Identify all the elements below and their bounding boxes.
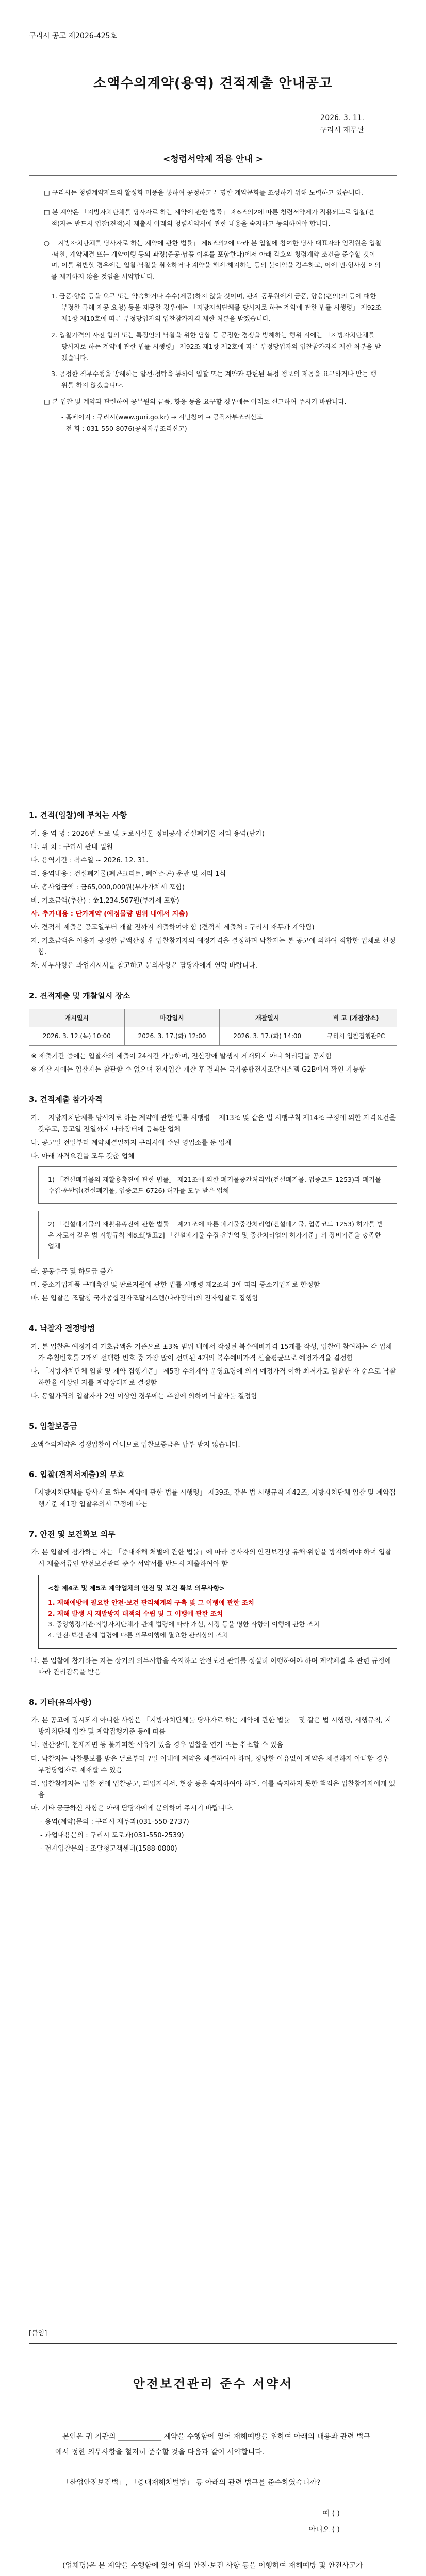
guide-item: ○ 「지방자치단체를 당사자로 하는 계약에 관한 법률」 제6조의2에 따라 본 입찰에 참여한 당사 대표자와 임직원은 입찰·낙찰, 계약체결 또는 계약이행 등의 과정(준공·납품 이후를 포함한다)에서 아래 각호의 청렴계약 조건을 준수할 것이며, 이를 위반할 경우에는 입찰·낙찰을 취소하거나 계약을 해제·해지하는 등의 불이익을 감수하고, 이에 민·형사상 이의를 제기하지 않을 것임을 서약합니다. [44, 239, 382, 281]
table-header: 개찰일시 [220, 1009, 315, 1027]
section-line: 가. 본 입찰은 예정가격 기초금액을 기준으로 ±3% 범위 내에서 작성된 복수예비가격 15개를 작성, 입찰에 참여하는 각 업체가 추첨번호를 2개씩 선택한 번호 중 가장 많이 선택된 4개의 복수예비가격 산술평균으로 예정가격을 결정함 [31, 1343, 392, 1362]
section-line: 나. 「지방자치단체 입찰 및 계약 집행기준」 제5장 수의계약 운영요령에 의거 예정가격 이하 최저가로 입찰한 자 순으로 낙찰하한율 이상인 자를 계약상대자로 결정함 [31, 1368, 396, 1387]
page-title: 소액수의계약(용역) 견적제출 안내공고 [93, 76, 333, 91]
table-cell: 2026. 3. 12.(목) 10:00 [29, 1027, 125, 1045]
form-question: 「산업안전보건법」, 「중대재해처벌법」 등 아래의 관련 법규를 준수하였습니까? [62, 2478, 321, 2487]
section-title: 7. 안전 및 보건확보 의무 [29, 1529, 116, 1539]
table-row [29, 1027, 397, 1045]
guide-item: □ 본 입찰 및 계약과 관련하여 공무원의 금품, 향응 등을 요구할 경우에는 아래로 신고하여 주시기 바랍니다. [44, 398, 347, 406]
section-line: 가. 용 역 명 : 2026년 도로 및 도로시설물 정비공사 건설폐기물 처리 용역(단가) [31, 829, 265, 838]
section-line: 나. 본 입찰에 참가하는 자는 상기의 의무사항을 숙지하고 안전보건 관리를 성실히 이행하여야 하며 계약체결 후 관련 규정에 따라 관리감독을 받음 [31, 1657, 391, 1676]
table-header: 마감일시 [124, 1009, 220, 1027]
guide-subitem: 3. 공정한 직무수행을 방해하는 알선·청탁을 통하여 입찰 또는 계약과 관련된 특정 정보의 제공을 요구하거나 받는 행위를 하지 않겠습니다. [51, 370, 376, 389]
safety-duty: 1. 재해예방에 필요한 안전·보건 관리체계의 구축 및 그 이행에 관한 조치 [48, 1598, 254, 1606]
section-line: 다. 낙찰자는 낙찰통보를 받은 날로부터 7일 이내에 계약을 체결하여야 하며, 정당한 이유없이 계약을 체결하지 아니할 경우 부정당업자로 제재할 수 있음 [31, 1755, 389, 1774]
safety-duties-box [38, 1575, 397, 1648]
report-homepage[interactable]: - 홈페이지 : 구리시(www.guri.go.kr) → 시민참여 → 공직자부조리신고 [61, 413, 263, 421]
section-line: 소액수의계약은 경쟁입찰이 아니므로 입찰보증금은 납부 받지 않습니다. [31, 1440, 240, 1449]
guide-subitem: 1. 금품·향응 등을 요구 또는 약속하거나 수수(제공)하지 않을 것이며, 관계 공무원에게 금품, 향응(편의)의 등에 대한 부정한 특혜 제공 요청) 등을 제공한 경우에는 「지방자치단체를 당사자로 하는 계약에 관한 법률 시행령」 제92조 제1항 제10호에 따른 부정당업자의 입찰참가자격 제한 처분을 받겠습니다. [51, 292, 382, 323]
report-phone: - 전 화 : 031-550-8076(공직자부조리신고) [61, 424, 187, 432]
main-content [29, 809, 397, 1857]
section-line: ※ 개찰 시에는 입찰자는 참관할 수 없으며 전자입찰 개찰 후 결과는 국가종합전자조달시스템 G2B에서 확인 가능함 [31, 1065, 366, 1074]
contact-line: - 전자입찰문의 : 조달청고객센터(1588-0800) [40, 1845, 177, 1853]
schedule-table [29, 1009, 397, 1046]
section-line: 가. 「지방자치단체를 당사자로 하는 계약에 관한 법률 시행령」 제13조 및 같은 법 시행규칙 제14조 규정에 의한 자격요건을 갖추고, 공고일 전일까지 나라장터에 등록한 업체 [31, 1114, 396, 1133]
form-paragraph: (업체명)은 본 계약을 수행함에 있어 위의 안전·보건 사항 등을 이행하여 재해예방 및 안전사고가 [62, 2561, 363, 2570]
safety-duty: 2. 재해 발생 시 재발방지 대책의 수립 및 그 이행에 관한 조치 [48, 1609, 223, 1617]
section-title: 6. 입찰(견적서제출)의 무효 [29, 1469, 125, 1479]
table-header: 비 고 (개찰장소) [315, 1009, 397, 1027]
guide-item: □ 구리시는 청렴계약제도의 활성화 미풍을 통하여 공정하고 투명한 계약문화를 조성하기 위해 노력하고 있습니다. [44, 189, 363, 196]
report-links [44, 412, 382, 434]
section-line: 아. 견적서 제출은 공고일부터 개찰 전까지 제출하여야 함 (견적서 제출처 : 구리시 재무과 계약팀) [31, 924, 315, 932]
guide-subitem: 2. 입찰가격의 사전 협의 또는 특정인의 낙찰을 위한 담합 등 공정한 경쟁을 방해하는 행위 시에는 「지방자치단체를 당사자로 하는 계약에 관한 법률 시행령」 제92조 제1항 제2호에 따른 부정당업자의 입찰참가자격 제한 처분을 받겠습니다. [51, 331, 381, 362]
section-line: 차. 세부사항은 과업지시서를 참고하고 문의사항은 담당자에게 연락 바랍니다. [31, 962, 258, 970]
section-line-highlight: 사. 추가내용 : 단가계약 (예정물량 범위 내에서 지출) [31, 910, 188, 919]
table-header-row [29, 1009, 397, 1027]
section-line: 「지방자치단체를 당사자로 하는 계약에 관한 법률 시행령」 제39조, 같은 법 시행규칙 제42조, 지방자치단체 입찰 및 계약집행기준 제1장 입찰유의서 규정에 따름 [31, 1489, 396, 1509]
section-line: 가. 본 입찰에 참가하는 자는 「중대재해 처벌에 관한 법률」에 따라 종사자의 안전보건상 유해·위험을 방지하여야 하며 입찰 시 제출서류인 안전보건관리 준수 서약서를 반드시 제출하여야 함 [31, 1549, 392, 1568]
section-line: ※ 제출기간 중에는 입찰자의 제출이 24시간 가능하며, 전산장애 발생시 게재되지 아니 처리됨을 공지함 [31, 1052, 332, 1060]
section-line: 다. 동일가격의 입찰자가 2인 이상인 경우에는 추첨에 의하여 낙찰자를 결정함 [31, 1393, 257, 1401]
table-header: 개시일시 [29, 1009, 125, 1027]
compliance-check [55, 2506, 371, 2538]
section-line: 라. 용역내용 : 건설폐기물(폐콘크리트, 폐아스콘) 운반 및 처리 1식 [31, 870, 226, 878]
table-cell: 2026. 3. 17.(화) 14:00 [220, 1027, 315, 1045]
notice-number: 구리시 공고 제2026-425호 [29, 32, 117, 40]
qualification-box: 2) 「건설폐기물의 재활용촉진에 관한 법률」 제21조에 따른 폐기물중간처리업(건설폐기물, 업종코드 1253) 허가를 받은 자로서 같은 법 시행규칙 제8조[별표2] 「건설폐기물 수집·운반업 및 중간처리업의 허가기준」의 장비기준을 충족한 업체 [38, 1211, 397, 1259]
section-line: 자. 기초금액은 이용가 공정한 금액산정 후 입찰참가자의 예정가격을 결정하며 낙찰자는 본 공고에 의하여 적합한 업체로 선정함. [31, 937, 396, 957]
form-title: 안전보건관리 준수 서약서 [133, 2377, 293, 2391]
section-title: 5. 입찰보증금 [29, 1421, 77, 1431]
table-cell: 구리시 입찰집행관PC [315, 1027, 397, 1045]
section-line: 나. 위 치 : 구리시 관내 일원 [31, 843, 113, 851]
check-no[interactable]: 아니오 ( ) [308, 2526, 340, 2534]
integrity-guide-box [29, 175, 397, 454]
notice-date: 2026. 3. 11. [320, 114, 364, 122]
safety-duty: 4. 안전·보건 관계 법령에 따른 의무이행에 필요한 관리상의 조치 [48, 1631, 228, 1639]
section-line: 바. 기초금액(추산) : 金1,234,567원(부가세 포함) [31, 896, 179, 905]
section-line: 다. 아래 자격요건을 모두 갖춘 업체 [31, 1152, 135, 1160]
section-title: 3. 견적제출 참가자격 [29, 1095, 103, 1104]
safety-duty: 3. 중앙행정기관·지방자치단체가 관계 법령에 따라 개선, 시정 등을 명한 사항의 이행에 관한 조치 [48, 1620, 320, 1629]
section-line: 바. 본 입찰은 조달청 국가종합전자조달시스템(나라장터)의 전자입찰로 집행함 [31, 1295, 258, 1303]
check-yes[interactable]: 예 ( ) [322, 2510, 340, 2518]
safety-pledge-form [29, 2343, 397, 2576]
section-line: 라. 공동수급 및 하도급 불가 [31, 1268, 113, 1276]
section-line: 라. 입찰참가자는 입찰 전에 입찰공고, 과업지시서, 현장 등을 숙지하여야 하며, 이를 숙지하지 못한 책임은 입찰참가자에게 있음 [31, 1780, 396, 1799]
contact-line: - 과업내용문의 : 구리시 도로과(031-550-2539) [40, 1832, 184, 1840]
section-title: 2. 견적제출 및 개찰일시 장소 [29, 991, 130, 1001]
section-line: 다. 용역기간 : 착수일 ~ 2026. 12. 31. [31, 856, 149, 865]
section-line: 마. 기타 궁금하신 사항은 아래 담당자에게 문의하여 주시기 바랍니다. [31, 1804, 234, 1812]
section-line: 가. 본 공고에 명시되지 아니한 사항은 「지방자치단체를 당사자로 하는 계약에 관한 법률」 및 같은 법 시행령, 시행규칙, 지방자치단체 입찰 및 계약집행기준 등에 따름 [31, 1717, 391, 1736]
section-line: 마. 총사업금액 : 금65,000,000원(부가가치세 포함) [31, 883, 185, 891]
section-line: 마. 중소기업제품 구매촉진 및 판로지원에 관한 법률 시행령 제2조의 3에 따라 중소기업자로 한정함 [31, 1281, 320, 1290]
section-line: 나. 전산장애, 천재지변 등 불가피한 사유가 있을 경우 입찰을 연기 또는 취소할 수 있음 [31, 1741, 283, 1750]
attachment-label: [붙임] [29, 2330, 47, 2337]
section-line: 나. 공고일 전일부터 계약체결일까지 구리시에 주된 영업소를 둔 업체 [31, 1139, 232, 1147]
section-title: 8. 기타(유의사항) [29, 1697, 92, 1707]
section-title: 4. 낙찰자 결정방법 [29, 1324, 95, 1333]
issuer-name: 구리시 재무관 [320, 126, 364, 134]
integrity-guide-title: <청렴서약제 적용 안내 > [162, 154, 264, 164]
guide-item: □ 본 계약은 「지방자치단체를 당사자로 하는 계약에 관한 법률」 제6조의2에 따른 청렴서약제가 적용되므로 입찰(견적)자는 반드시 입찰(견적)서 제출시 아래의 청렴서약서에 관한 내용을 숙지하고 동의하여야 합니다. [44, 208, 374, 227]
contact-line: - 용역(계약)문의 : 구리시 재무과(031-550-2737) [40, 1818, 189, 1826]
form-paragraph: 본인은 귀 기관의 ____________ 계약을 수행함에 있어 재해예방을 위하여 아래의 내용과 관련 법규에서 정한 의무사항을 철저히 준수할 것을 다음과 같이 서약합니다. [55, 2433, 371, 2456]
section-title: 1. 견적(입찰)에 부치는 사항 [29, 810, 127, 820]
safety-duties-head: <참 제4조 및 제5조 계약업체의 안전 및 보건 확보 의무사항> [48, 1584, 225, 1592]
qualification-box: 1) 「건설폐기물의 재활용촉진에 관한 법률」 제21조에 의한 폐기물중간처리업(건설폐기물, 업종코드 1253)과 폐기물 수집·운반업(건설폐기물, 업종코드 6726) 허가를 모두 받은 업체 [38, 1166, 397, 1204]
issuer-block [320, 112, 364, 137]
table-cell: 2026. 3. 17.(화) 12:00 [124, 1027, 220, 1045]
